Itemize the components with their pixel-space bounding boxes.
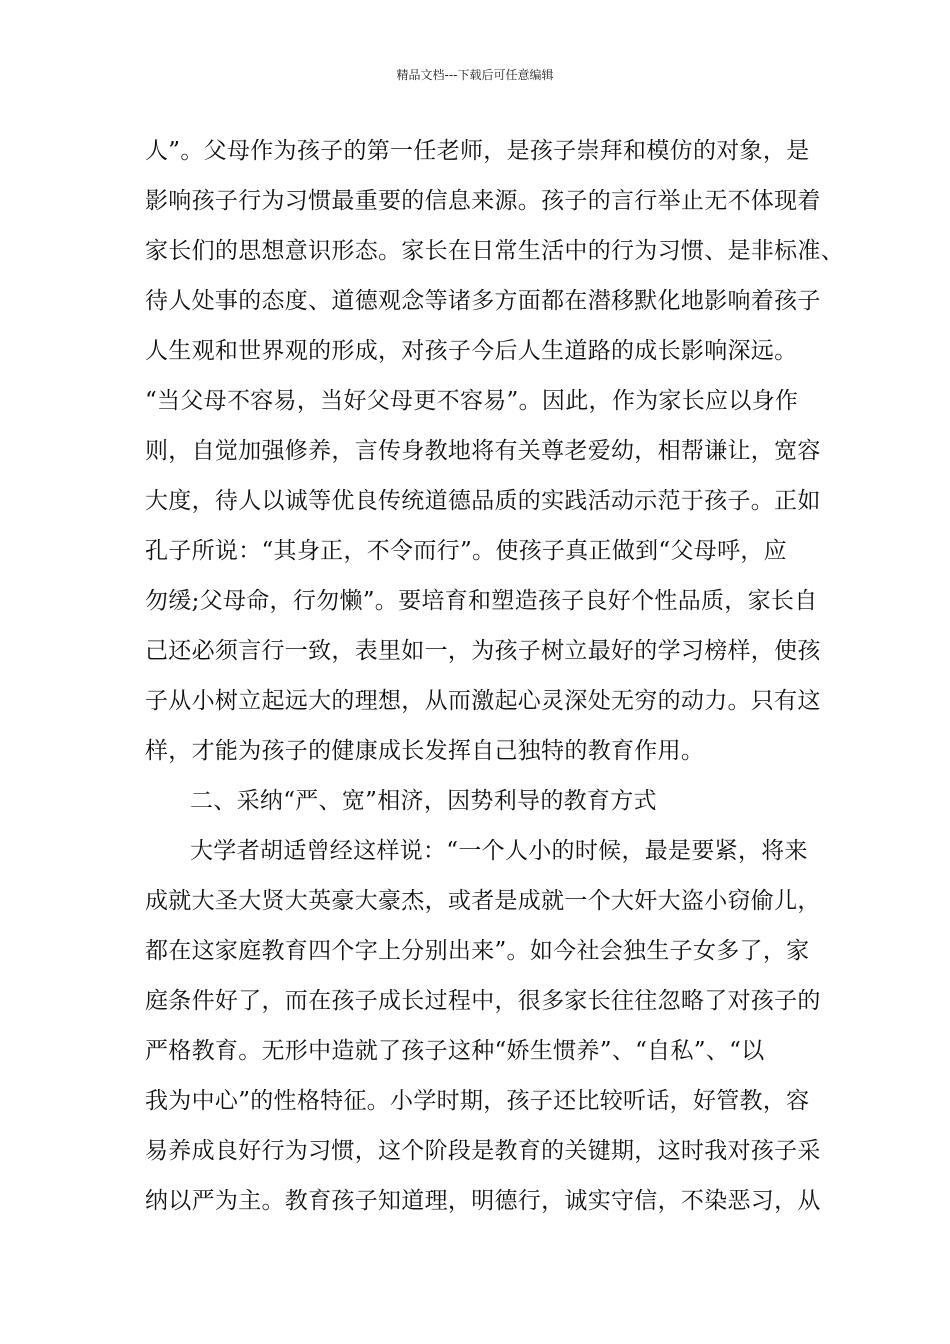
text-line: 孔子所说：“其身正，不令而行”。使孩子真正做到“父母呼，应 xyxy=(145,538,787,564)
text-line: 己还必须言行一致，表里如一，为孩子树立最好的学习榜样，使孩 xyxy=(145,638,821,664)
text-line: 人生观和世界观的形成，对孩子今后人生道路的成长影响深远。 xyxy=(145,338,798,364)
text-line: “当父母不容易，当好父母更不容易”。因此，作为家长应以身作 xyxy=(145,388,799,414)
text-line: 待人处事的态度、道德观念等诸多方面都在潜移默化地影响着孩子 xyxy=(145,288,821,314)
text-line: 严格教育。无形中造就了孩子这种“娇生惯养”、“自私”、“以 xyxy=(145,1038,765,1064)
text-line: 样，才能为孩子的健康成长发挥自己独特的教育作用。 xyxy=(145,738,705,764)
section-heading: 二、采纳“严、宽”相济，因势利导的教育方式 xyxy=(190,788,657,814)
text-line: 易养成良好行为习惯，这个阶段是教育的关键期，这时我对孩子采 xyxy=(145,1138,821,1164)
text-line: 人”。父母作为孩子的第一任老师，是孩子崇拜和模仿的对象，是 xyxy=(145,138,810,164)
text-line: 都在这家庭教育四个字上分别出来”。如今社会独生子女多了，家 xyxy=(145,938,810,964)
text-line: 我为中心”的性格特征。小学时期，孩子还比较听话，好管教，容 xyxy=(145,1088,810,1114)
text-line: 家长们的思想意识形态。家长在日常生活中的行为习惯、是非标准、 xyxy=(145,238,844,264)
text-line: 则，自觉加强修养，言传身教地将有关尊老爱幼，相帮谦让，宽容 xyxy=(145,438,821,464)
text-line: 成就大圣大贤大英豪大豪杰，或者是成就一个大奸大盗小窃偷儿， xyxy=(145,888,821,914)
text-line: 子从小树立起远大的理想，从而激起心灵深处无穷的动力。只有这 xyxy=(145,688,821,714)
text-line: 庭条件好了，而在孩子成长过程中，很多家长往往忽略了对孩子的 xyxy=(145,988,821,1014)
text-line: 大度，待人以诚等优良传统道德品质的实践活动示范于孩子。正如 xyxy=(145,488,821,514)
text-line: 勿缓;父母命，行勿懒”。要培育和塑造孩子良好个性品质，家长自 xyxy=(145,588,818,614)
text-line: 大学者胡适曾经这样说：“一个人小的时候，最是要紧，将来 xyxy=(190,838,808,864)
text-line: 影响孩子行为习惯最重要的信息来源。孩子的言行举止无不体现着 xyxy=(145,188,821,214)
text-line: 纳以严为主。教育孩子知道理，明德行，诚实守信，不染恶习，从 xyxy=(145,1188,821,1214)
page-header: 精品文档---下载后可任意编辑 xyxy=(396,68,554,82)
